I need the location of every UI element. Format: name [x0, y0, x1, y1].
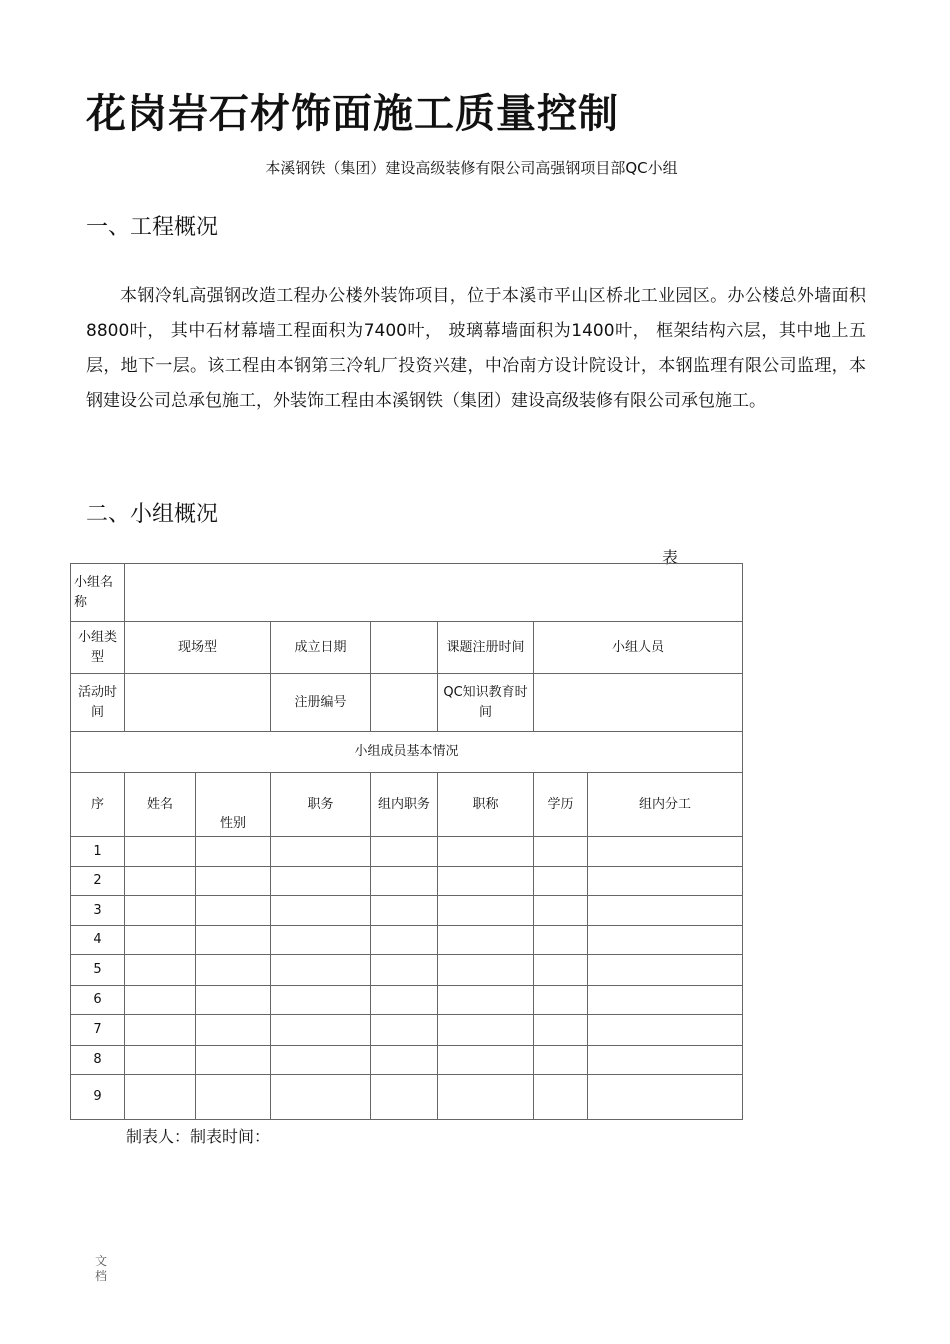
row-cell[interactable] — [196, 1046, 271, 1075]
row-seq: 9 — [71, 1075, 125, 1120]
row-cell[interactable] — [371, 955, 438, 986]
row-cell[interactable] — [271, 1046, 371, 1075]
header-title: 职称 — [438, 773, 534, 837]
row-cell[interactable] — [196, 1075, 271, 1120]
row-cell[interactable] — [588, 837, 743, 867]
row-seq: 8 — [71, 1046, 125, 1075]
row-cell[interactable] — [196, 955, 271, 986]
group-info-table — [70, 563, 743, 1120]
row-cell[interactable] — [371, 867, 438, 896]
header-group-role: 组内职务 — [371, 773, 438, 837]
header-division: 组内分工 — [588, 773, 743, 837]
row-cell[interactable] — [534, 1015, 588, 1046]
page-footer: 文档 — [95, 1254, 108, 1283]
row-cell[interactable] — [371, 837, 438, 867]
row-cell[interactable] — [271, 926, 371, 955]
header-gender: 性别 — [196, 773, 271, 837]
table-row — [71, 955, 743, 986]
row-cell[interactable] — [438, 896, 534, 926]
row-cell[interactable] — [438, 1075, 534, 1120]
row-cell[interactable] — [125, 986, 196, 1015]
row-cell[interactable] — [196, 926, 271, 955]
row-cell[interactable] — [438, 926, 534, 955]
section1-body — [86, 279, 866, 419]
row-cell[interactable] — [438, 1046, 534, 1075]
activity-time-value[interactable] — [125, 674, 271, 732]
row-cell[interactable] — [371, 896, 438, 926]
row-seq: 4 — [71, 926, 125, 955]
row-cell[interactable] — [271, 1015, 371, 1046]
row-cell[interactable] — [196, 896, 271, 926]
table-row — [71, 1075, 743, 1120]
table-row — [71, 837, 743, 867]
section1-paragraph: 本钢冷轧高强钢改造工程办公楼外装饰项目，位于本溪市平山区桥北工业园区。办公楼总外墙面积8800叶， 其中石材幕墙工程面积为7400叶， 玻璃幕墙面积为1400叶， 框架结构六层，其中地上五层，地下一层。该工程由本钢第三冷轧厂投资兴建，中冶南方设计院设计，本钢监理有限公司监理，本钢建设公司总承包施工，外装饰工程由本溪钢铁（集团）建设高级装修有限公司承包施工。 — [86, 286, 866, 411]
row-cell[interactable] — [196, 867, 271, 896]
row-cell[interactable] — [534, 1075, 588, 1120]
row-cell[interactable] — [588, 926, 743, 955]
row-cell[interactable] — [588, 1075, 743, 1120]
row-seq: 7 — [71, 1015, 125, 1046]
reg-no-value[interactable] — [371, 674, 438, 732]
document-subtitle: 本溪钢铁（集团）建设高级装修有限公司高强钢项目部QC小组 — [265, 159, 678, 177]
row-cell[interactable] — [125, 955, 196, 986]
header-education: 学历 — [534, 773, 588, 837]
row-cell[interactable] — [125, 896, 196, 926]
document-title: 花岗岩石材饰面施工质量控制 — [86, 91, 619, 137]
row-cell[interactable] — [438, 986, 534, 1015]
row-cell[interactable] — [438, 837, 534, 867]
row-seq: 3 — [71, 896, 125, 926]
row-cell[interactable] — [588, 1015, 743, 1046]
row-cell[interactable] — [534, 837, 588, 867]
row-cell[interactable] — [438, 955, 534, 986]
row-cell[interactable] — [125, 926, 196, 955]
table-row — [71, 1015, 743, 1046]
table-caption: 表 — [662, 548, 679, 567]
row-cell[interactable] — [371, 1015, 438, 1046]
row-cell[interactable] — [271, 986, 371, 1015]
row-cell[interactable] — [271, 955, 371, 986]
row-cell[interactable] — [271, 867, 371, 896]
row-cell[interactable] — [125, 837, 196, 867]
row-cell[interactable] — [371, 926, 438, 955]
row-cell[interactable] — [125, 1046, 196, 1075]
row-cell[interactable] — [125, 867, 196, 896]
row-cell[interactable] — [534, 896, 588, 926]
row-cell[interactable] — [534, 867, 588, 896]
header-position: 职务 — [271, 773, 371, 837]
table-footer: 制表人：制表时间： — [126, 1127, 271, 1146]
row-cell[interactable] — [534, 986, 588, 1015]
section2-heading: 二、小组概况 — [86, 502, 219, 527]
row-cell[interactable] — [271, 837, 371, 867]
group-name-label: 小组名称 — [71, 564, 125, 622]
row-cell[interactable] — [371, 1075, 438, 1120]
table-row — [71, 896, 743, 926]
row-cell[interactable] — [534, 926, 588, 955]
section1-heading: 一、工程概况 — [86, 215, 219, 240]
row-cell[interactable] — [588, 1046, 743, 1075]
row-cell[interactable] — [196, 986, 271, 1015]
topic-reg-label: 课题注册时间 — [438, 622, 534, 674]
row-cell[interactable] — [588, 986, 743, 1015]
table-row — [71, 986, 743, 1015]
group-type-label: 小组类型 — [71, 622, 125, 674]
header-name: 姓名 — [125, 773, 196, 837]
table-row — [71, 867, 743, 896]
row-cell[interactable] — [196, 837, 271, 867]
row-seq: 6 — [71, 986, 125, 1015]
row-cell[interactable] — [371, 986, 438, 1015]
row-cell[interactable] — [534, 955, 588, 986]
row-cell[interactable] — [588, 896, 743, 926]
table-row — [71, 1046, 743, 1075]
row-cell[interactable] — [271, 1075, 371, 1120]
header-seq: 序 — [71, 773, 125, 837]
qc-edu-value[interactable] — [534, 674, 743, 732]
row-cell[interactable] — [125, 1075, 196, 1120]
qc-edu-label: QC知识教育时间 — [438, 674, 534, 732]
table-row — [71, 926, 743, 955]
member-rows — [71, 837, 743, 1120]
row-cell[interactable] — [534, 1046, 588, 1075]
row-seq: 1 — [71, 837, 125, 867]
row-cell[interactable] — [371, 1046, 438, 1075]
group-name-value[interactable] — [125, 564, 743, 622]
group-type-value: 现场型 — [125, 622, 271, 674]
row-cell[interactable] — [438, 1015, 534, 1046]
reg-no-label: 注册编号 — [271, 674, 371, 732]
members-label: 小组人员 — [534, 622, 743, 674]
found-date-value[interactable] — [371, 622, 438, 674]
activity-time-label: 活动时间 — [71, 674, 125, 732]
row-cell[interactable] — [438, 867, 534, 896]
row-seq: 5 — [71, 955, 125, 986]
found-date-label: 成立日期 — [271, 622, 371, 674]
row-cell[interactable] — [196, 1015, 271, 1046]
row-cell[interactable] — [588, 955, 743, 986]
row-cell[interactable] — [125, 1015, 196, 1046]
row-cell[interactable] — [271, 896, 371, 926]
row-cell[interactable] — [588, 867, 743, 896]
basic-info-label: 小组成员基本情况 — [71, 732, 743, 773]
row-seq: 2 — [71, 867, 125, 896]
